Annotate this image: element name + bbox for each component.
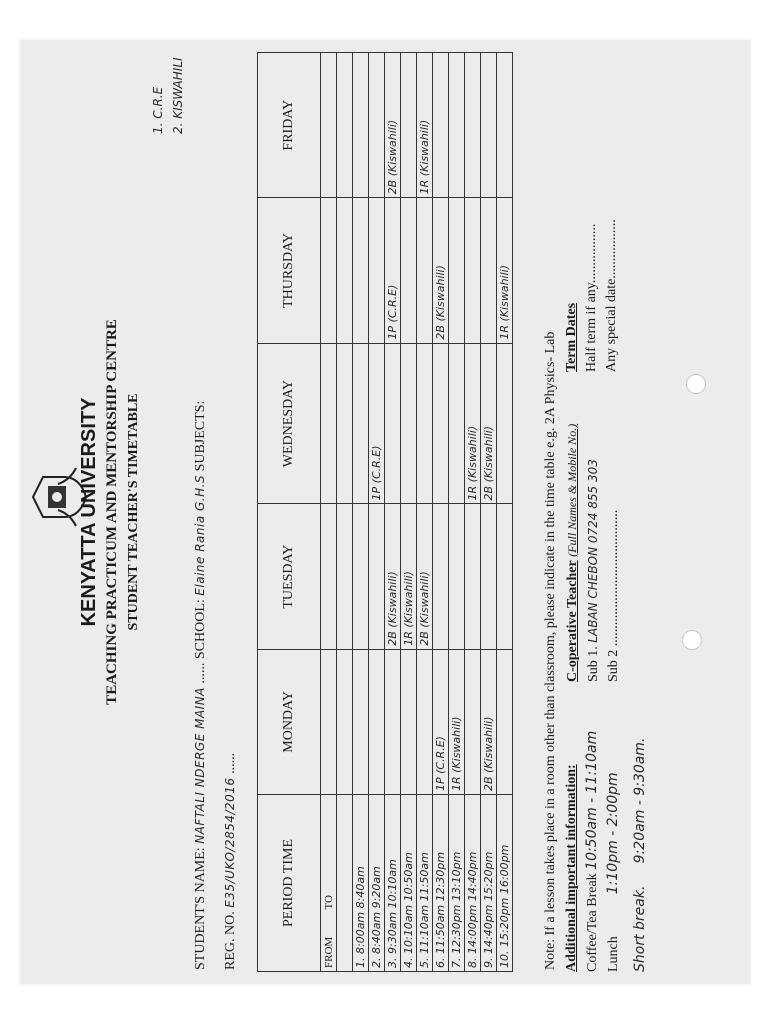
friday-lesson-cell [449, 53, 465, 198]
table-row [385, 53, 401, 972]
table-row [353, 53, 369, 972]
student-name-line: STUDENT'S NAME: NAFTALI NDERGE MAINA ...... SCHOOL: Elaine Rania G.H.S SUBJECTS: [193, 400, 208, 970]
coffee-break-value: 10:50am - 11:10am [584, 730, 600, 870]
rotated-form [30, 52, 730, 972]
tuesday-lesson-cell [449, 504, 465, 649]
table-row [369, 53, 385, 972]
monday-lesson-cell [353, 649, 369, 794]
period-time-cell [337, 795, 353, 972]
thursday-lesson-cell: 2B (Kiswahili) [433, 198, 449, 343]
table-header-row [258, 53, 321, 972]
school-value: Elaine Rania G.H.S [193, 474, 207, 596]
lunch-value: 1:10pm - 2:00pm [605, 772, 621, 895]
tuesday-lesson-cell [465, 504, 481, 649]
additional-info [562, 731, 650, 972]
friday-lesson-cell: 1R (Kiswahili) [417, 53, 433, 198]
subjects-list [148, 57, 188, 134]
tuesday-lesson-cell [353, 504, 369, 649]
tuesday-lesson-cell: 1R (Kiswahili) [401, 504, 417, 649]
sub1-label: Sub 1. [586, 646, 601, 682]
table-row [449, 53, 465, 972]
period-time-cell: 8. 14:00pm 14:40pm [465, 795, 481, 972]
period-time-cell: 4. 10:10am 10:50am [401, 795, 417, 972]
coffee-break-line [582, 731, 603, 972]
friday-lesson-cell [353, 53, 369, 198]
col-friday: FRIDAY [258, 53, 321, 198]
wednesday-lesson-cell [401, 343, 417, 504]
blank-cell [321, 504, 337, 649]
period-time-cell: 7. 12:30pm 13:10pm [449, 795, 465, 972]
table-row [497, 53, 513, 972]
tuesday-lesson-cell [481, 504, 497, 649]
friday-lesson-cell [369, 53, 385, 198]
reg-no-label: REG. NO. [223, 911, 238, 970]
from-to-row [321, 53, 337, 972]
coffee-break-label: Coffee/Tea Break [585, 873, 600, 972]
thursday-lesson-cell [401, 198, 417, 343]
lunch-line [603, 731, 624, 972]
university-name: KENYATTA UNIVERSITY [78, 397, 100, 627]
wednesday-lesson-cell [385, 343, 401, 504]
additional-info-title: Additional important information: [564, 764, 579, 972]
table-row [433, 53, 449, 972]
blank-cell [321, 53, 337, 198]
tuesday-lesson-cell [337, 504, 353, 649]
wednesday-lesson-cell [353, 343, 369, 504]
cooperative-title-line [562, 424, 583, 682]
period-time-cell: 3. 9:30am 10:10am [385, 795, 401, 972]
friday-lesson-cell: 2B (Kiswahili) [385, 53, 401, 198]
subject-1: 1. C.R.E [151, 86, 165, 134]
wednesday-lesson-cell: 2B (Kiswahili) [481, 343, 497, 504]
friday-lesson-cell [433, 53, 449, 198]
table-row [401, 53, 417, 972]
subjects-label: SUBJECTS: [193, 400, 208, 472]
cooperative-title-suffix: (Full Names & Mobile No.) [565, 423, 579, 557]
period-time-cell: 10. 15:20pm 16:00pm [497, 795, 513, 972]
col-period-time: PERIOD TIME [258, 795, 321, 972]
tuesday-lesson-cell: 2B (Kiswahili) [385, 504, 401, 649]
timetable [257, 52, 513, 972]
friday-lesson-cell [481, 53, 497, 198]
wednesday-lesson-cell: 1P (C.R.E) [369, 343, 385, 504]
to-label: TO [322, 895, 335, 910]
period-time-cell: 1. 8:00am 8:40am [353, 795, 369, 972]
timetable-body [321, 53, 513, 972]
friday-lesson-cell [497, 53, 513, 198]
sub2-line [604, 424, 624, 682]
tuesday-lesson-cell [497, 504, 513, 649]
friday-lesson-cell [337, 53, 353, 198]
term-dates-title: Term Dates [564, 302, 579, 372]
tuesday-lesson-cell: 2B (Kiswahili) [417, 504, 433, 649]
short-break-line [630, 731, 650, 972]
wednesday-lesson-cell [449, 343, 465, 504]
period-time-cell: 9. 14:40pm 15:20pm [481, 795, 497, 972]
short-break-value: 9:20am - 9:30am. [632, 737, 648, 864]
table-row [481, 53, 497, 972]
thursday-lesson-cell: 1P (C.R.E) [385, 198, 401, 343]
table-row [465, 53, 481, 972]
subject-2: 2. KISWAHILI [171, 57, 185, 134]
blank-cell [321, 649, 337, 794]
monday-lesson-cell [497, 649, 513, 794]
blank-cell [321, 343, 337, 504]
lunch-label: Lunch [606, 936, 621, 972]
thursday-lesson-cell [465, 198, 481, 343]
col-wednesday: WEDNESDAY [258, 343, 321, 504]
cooperative-teacher [562, 424, 624, 682]
sub1-value: LABAN CHEBON 0724 855 303 [586, 459, 600, 643]
wednesday-lesson-cell [433, 343, 449, 504]
monday-lesson-cell [385, 649, 401, 794]
col-thursday: THURSDAY [258, 198, 321, 343]
additional-info-section [562, 52, 722, 972]
table-row [337, 53, 353, 972]
thursday-lesson-cell [337, 198, 353, 343]
period-time-cell: 6. 11:50am 12:30pm [433, 795, 449, 972]
thursday-lesson-cell [481, 198, 497, 343]
wednesday-lesson-cell [337, 343, 353, 504]
table-note: Note: If a lesson takes place in a room other than classroom, please indicate in the time table e.g. 2A Physics- Lab [543, 331, 558, 970]
tuesday-lesson-cell [433, 504, 449, 649]
tuesday-lesson-cell [369, 504, 385, 649]
thursday-lesson-cell [369, 198, 385, 343]
period-time-cell: 5. 11:10am 11:50am [417, 795, 433, 972]
monday-lesson-cell [337, 649, 353, 794]
wednesday-lesson-cell: 1R (Kiswahili) [465, 343, 481, 504]
scanned-page [20, 40, 750, 984]
col-tuesday: TUESDAY [258, 504, 321, 649]
thursday-lesson-cell: 1R (Kiswahili) [497, 198, 513, 343]
centre-name: TEACHING PRACTICUM AND MENTORSHIP CENTRE [104, 319, 120, 705]
monday-lesson-cell: 1P (C.R.E) [433, 649, 449, 794]
monday-lesson-cell: 1R (Kiswahili) [449, 649, 465, 794]
from-label: FROM [322, 936, 335, 968]
monday-lesson-cell: 2B (Kiswahili) [481, 649, 497, 794]
monday-lesson-cell [401, 649, 417, 794]
sub2-value: ....................................... [606, 509, 621, 647]
wednesday-lesson-cell [497, 343, 513, 504]
reg-no-line: REG. NO. E35/UKO/2854/2016 ...... [223, 752, 238, 970]
col-monday: MONDAY [258, 649, 321, 794]
monday-lesson-cell [369, 649, 385, 794]
form-header [30, 52, 185, 972]
term-dates [562, 219, 622, 372]
wednesday-lesson-cell [417, 343, 433, 504]
monday-lesson-cell [465, 649, 481, 794]
monday-lesson-cell [417, 649, 433, 794]
sub1-line [583, 424, 604, 682]
sub2-label: Sub 2 [606, 649, 621, 682]
reg-no-value: E35/UKO/2854/2016 [223, 777, 237, 908]
blank-cell [321, 198, 337, 343]
from-to-cell [321, 795, 337, 972]
short-break-label: Short break. [632, 885, 648, 972]
student-name-value: NAFTALI NDERGE MAINA [193, 687, 207, 844]
period-time-cell: 2. 8:40am 9:20am [369, 795, 385, 972]
friday-lesson-cell [465, 53, 481, 198]
thursday-lesson-cell [417, 198, 433, 343]
school-label: SCHOOL: [193, 599, 208, 660]
sheet-title: STUDENT TEACHER'S TIMETABLE [126, 393, 141, 631]
table-row [417, 53, 433, 972]
thursday-lesson-cell [449, 198, 465, 343]
thursday-lesson-cell [353, 198, 369, 343]
cooperative-title: C-operative Teacher [565, 560, 580, 682]
friday-lesson-cell [401, 53, 417, 198]
half-term-line: Half term if any................. [584, 223, 599, 372]
special-date-line: Any special date................. [604, 219, 619, 372]
student-name-label: STUDENT'S NAME: [193, 847, 208, 970]
